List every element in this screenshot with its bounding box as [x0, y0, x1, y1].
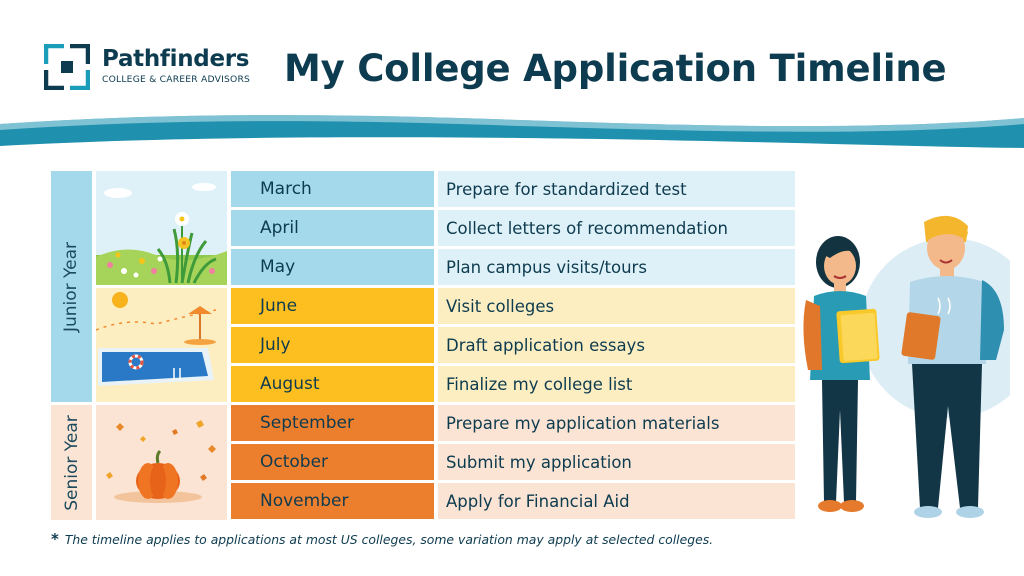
task-cell: Draft application essays: [438, 327, 795, 363]
footnote-text: The timeline applies to applications at most US colleges, some variation may apply at selected colleges.: [64, 532, 714, 547]
autumn-pumpkin-scene: [96, 405, 227, 520]
footnote-marker: *: [51, 530, 59, 548]
task-cell: Prepare my application materials: [438, 405, 795, 441]
task-cell: Plan campus visits/tours: [438, 249, 795, 285]
senior-year-text: Senior Year: [61, 414, 82, 511]
month-cell: July: [231, 327, 434, 363]
footnote: [51, 530, 713, 548]
month-cell: September: [231, 405, 434, 441]
task-cell: Finalize my college list: [438, 366, 795, 402]
timeline-row: [231, 444, 795, 480]
month-cell: August: [231, 366, 434, 402]
spring-meadow-scene: [96, 171, 227, 285]
brand-name: Pathfinders: [102, 46, 250, 72]
brand-tagline: COLLEGE & CAREER ADVISORS: [102, 74, 251, 85]
month-cell: May: [231, 249, 434, 285]
task-cell: Collect letters of recommendation: [438, 210, 795, 246]
page-title: My College Application Timeline: [284, 47, 947, 90]
month-cell: June: [231, 288, 434, 324]
timeline-row: [231, 366, 795, 402]
timeline-row: [231, 171, 795, 207]
month-cell: March: [231, 171, 434, 207]
summer-pool-scene: [96, 288, 227, 402]
task-cell: Apply for Financial Aid: [438, 483, 795, 519]
month-cell: November: [231, 483, 434, 519]
timeline-row: [231, 405, 795, 441]
pathfinders-logo-icon: [44, 44, 90, 90]
timeline-row: [231, 210, 795, 246]
junior-year-text: Junior Year: [61, 241, 82, 332]
timeline-row: [231, 288, 795, 324]
task-cell: Visit colleges: [438, 288, 795, 324]
timeline-row: [231, 483, 795, 519]
students-illustration: [800, 210, 1010, 525]
month-cell: April: [231, 210, 434, 246]
junior-year-label: [51, 171, 92, 402]
month-cell: October: [231, 444, 434, 480]
senior-year-label: [51, 405, 92, 520]
timeline-row: [231, 327, 795, 363]
timeline-row: [231, 249, 795, 285]
timeline-table: [231, 171, 795, 522]
brand: [102, 46, 250, 85]
task-cell: Submit my application: [438, 444, 795, 480]
header-wave: [0, 110, 1024, 160]
task-cell: Prepare for standardized test: [438, 171, 795, 207]
